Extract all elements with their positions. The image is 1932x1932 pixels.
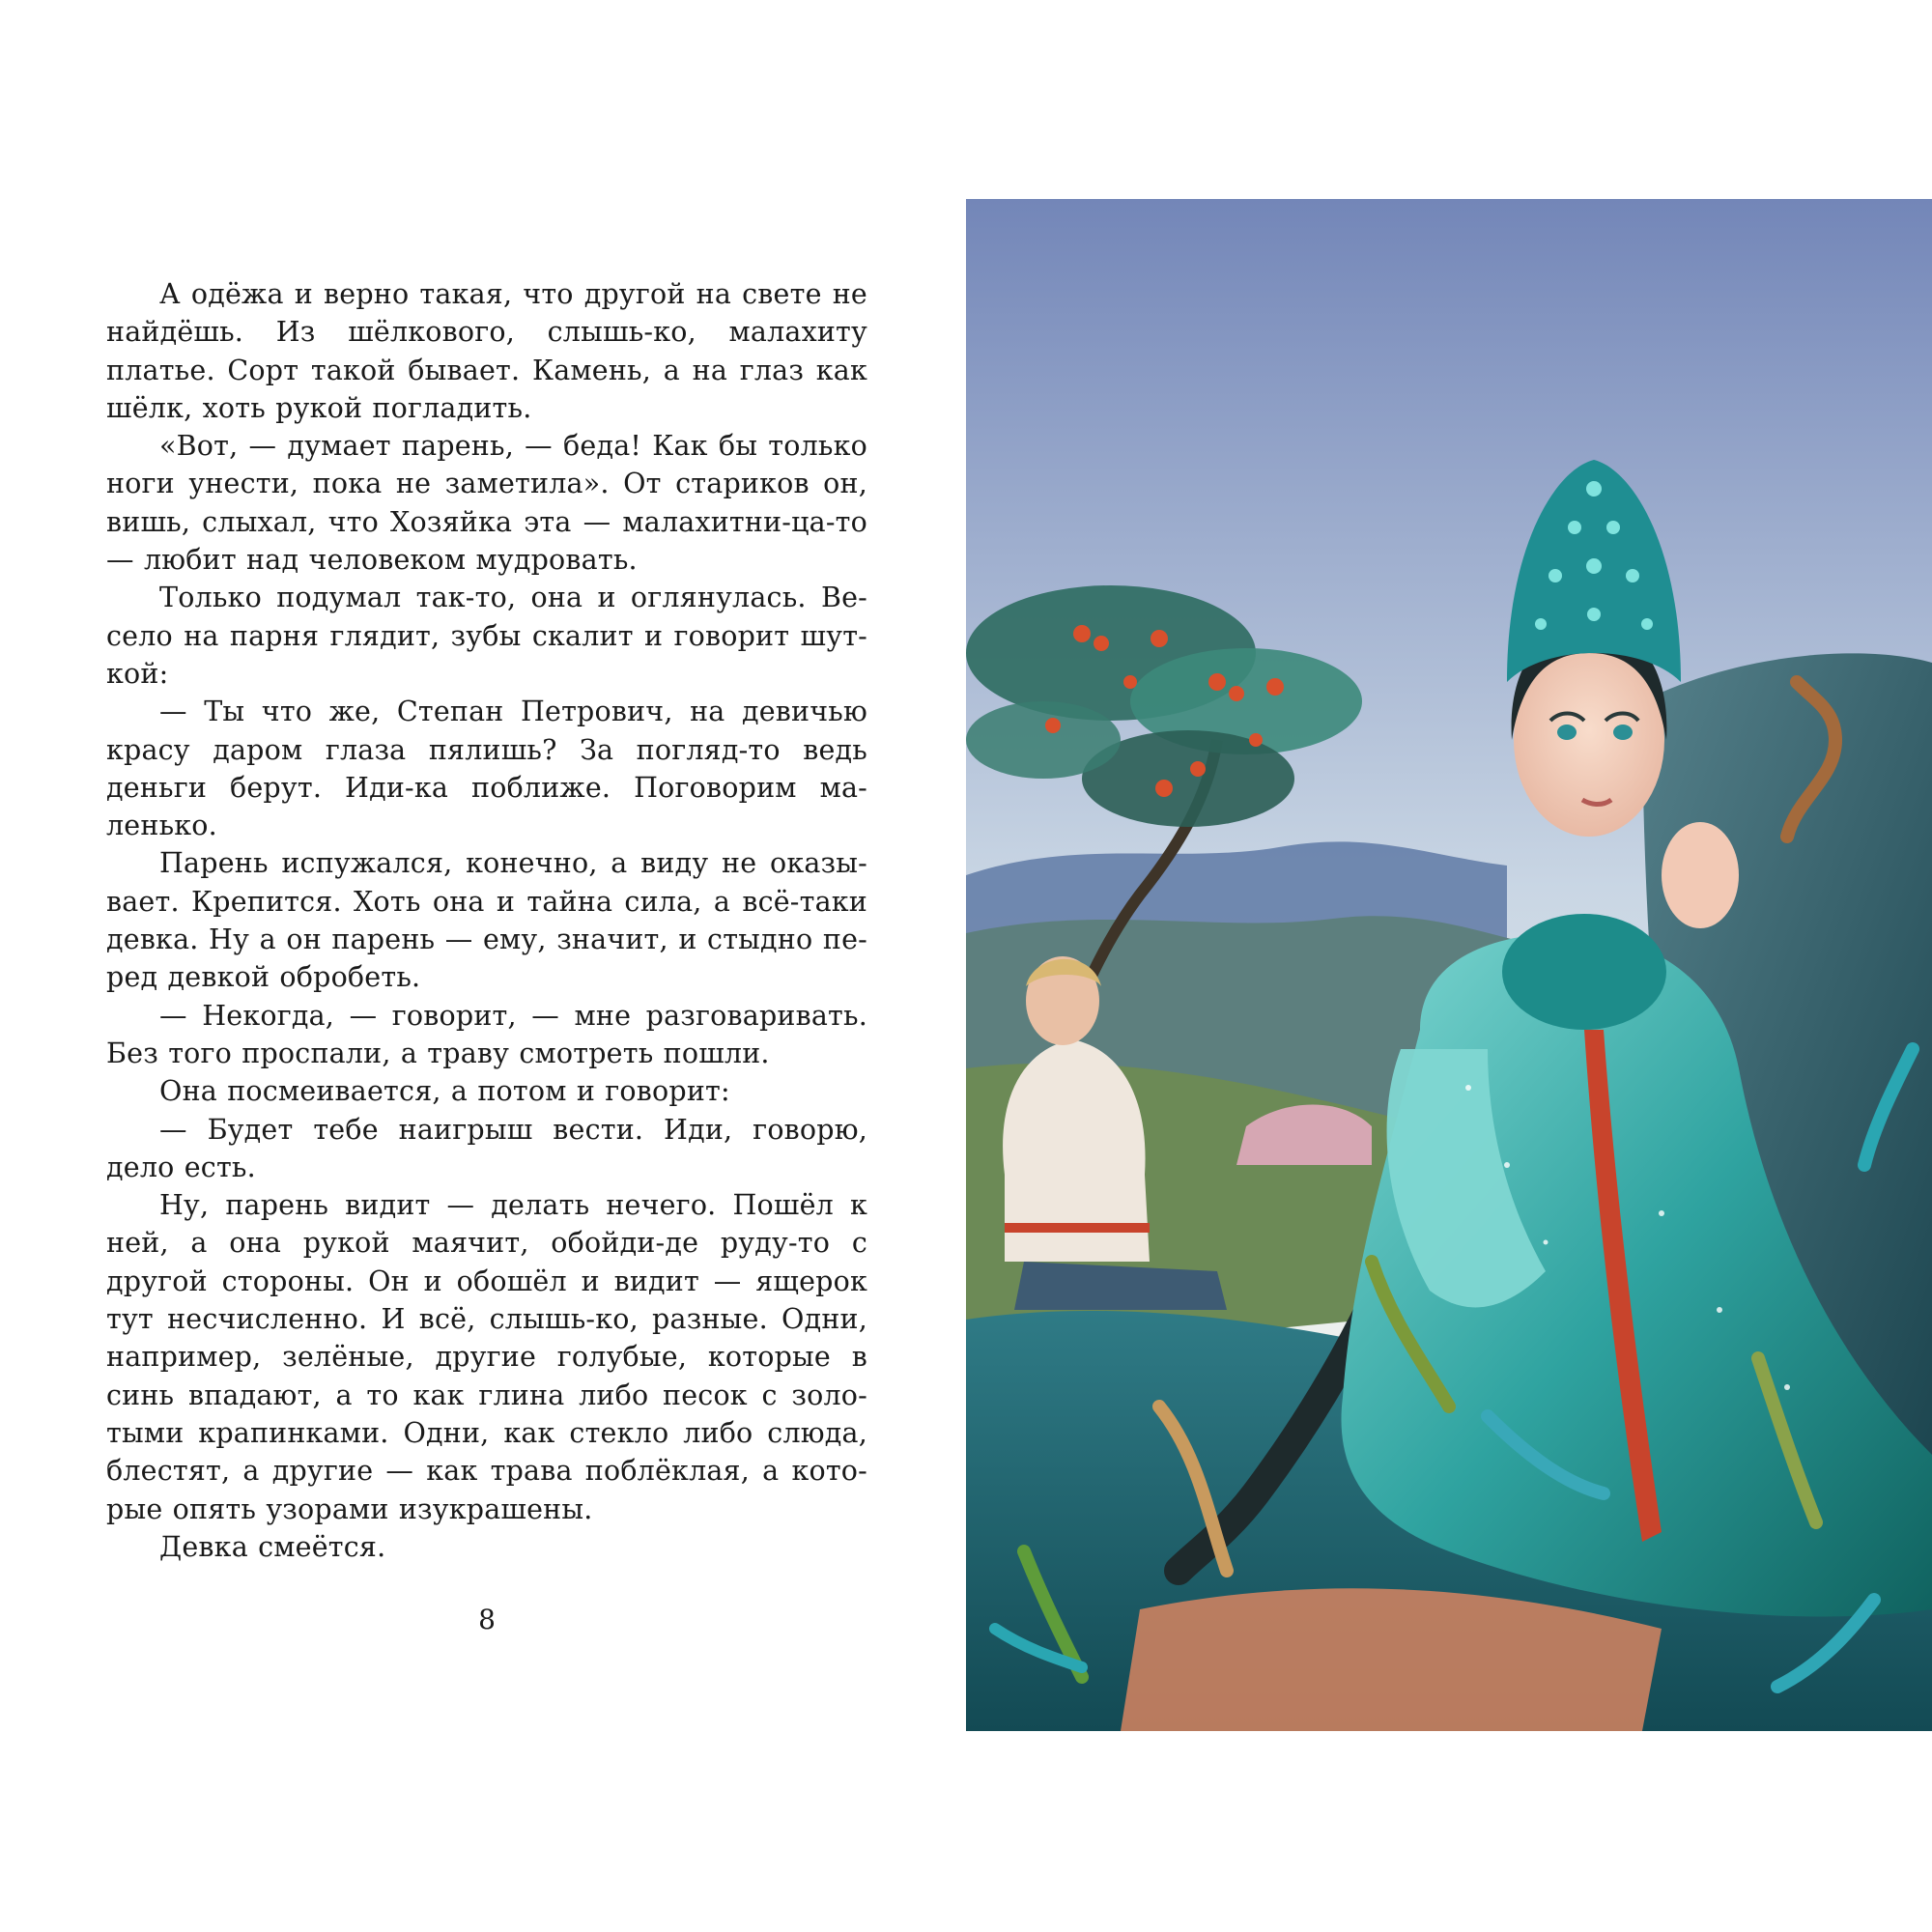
paragraph: Парень испужался, конечно, а виду не оказы-вает. Крепится. Хоть она и тайна сила, а всё-таки девка. Ну а он парень — ему, значит, и стыдно пе-ред девкой обробеть. (106, 847, 867, 994)
paragraph: А одёжа и верно такая, что другой на свете не найдёшь. Из шёлкового, слышь-ко, малахиту платье. Сорт такой бывает. Камень, а на глаз как шёлк, хоть рукой погладить. (106, 278, 867, 424)
paragraph: Только подумал так-то, она и оглянулась. Ве-село на парня глядит, зубы скалит и говорит шут-кой: (106, 582, 867, 690)
paragraph: — Будет тебе наигрыш вести. Иди, говорю, дело есть. (106, 1113, 867, 1183)
paragraph: Девка смеётся. (159, 1530, 386, 1563)
text-page (106, 275, 867, 1566)
illustration-drawing (966, 199, 1932, 1731)
hand (1662, 822, 1739, 928)
paragraph: «Вот, — думает парень, — беда! Как бы только ноги унести, пока не заметила». От стариков он, вишь, слыхал, что Хозяйка эта — малахитни-ца-то — любит над человеком мудровать. (106, 430, 867, 577)
paragraph: — Ты что же, Степан Петрович, на девичью красу даром глаза пялишь? За погляд-то ведь деньги берут. Иди-ка поближе. Поговорим ма-ленько. (106, 696, 867, 842)
paragraph: Она посмеивается, а потом и говорит: (159, 1075, 730, 1108)
page-number: 8 (478, 1604, 496, 1635)
paragraph: Ну, парень видит — делать нечего. Пошёл к ней, а она рукой маячит, обойди-де руду-то с другой стороны. Он и обошёл и видит — ящерок тут несчисленно. И всё, слышь-ко, разные. Одни, например, зелёные, другие голубые, которые в синь впадают, а то как глина либо песок с золо-тыми крапинками. Одни, как стекло либо слюда, блестят, а другие — как трава поблёклая, а кото-рые опять узорами изукрашены. (106, 1189, 867, 1525)
paragraph: — Некогда, — говорит, — мне разговаривать. Без того проспали, а траву смотреть пошли. (106, 999, 867, 1069)
illustration (966, 199, 1932, 1731)
necklace (1502, 914, 1666, 1030)
